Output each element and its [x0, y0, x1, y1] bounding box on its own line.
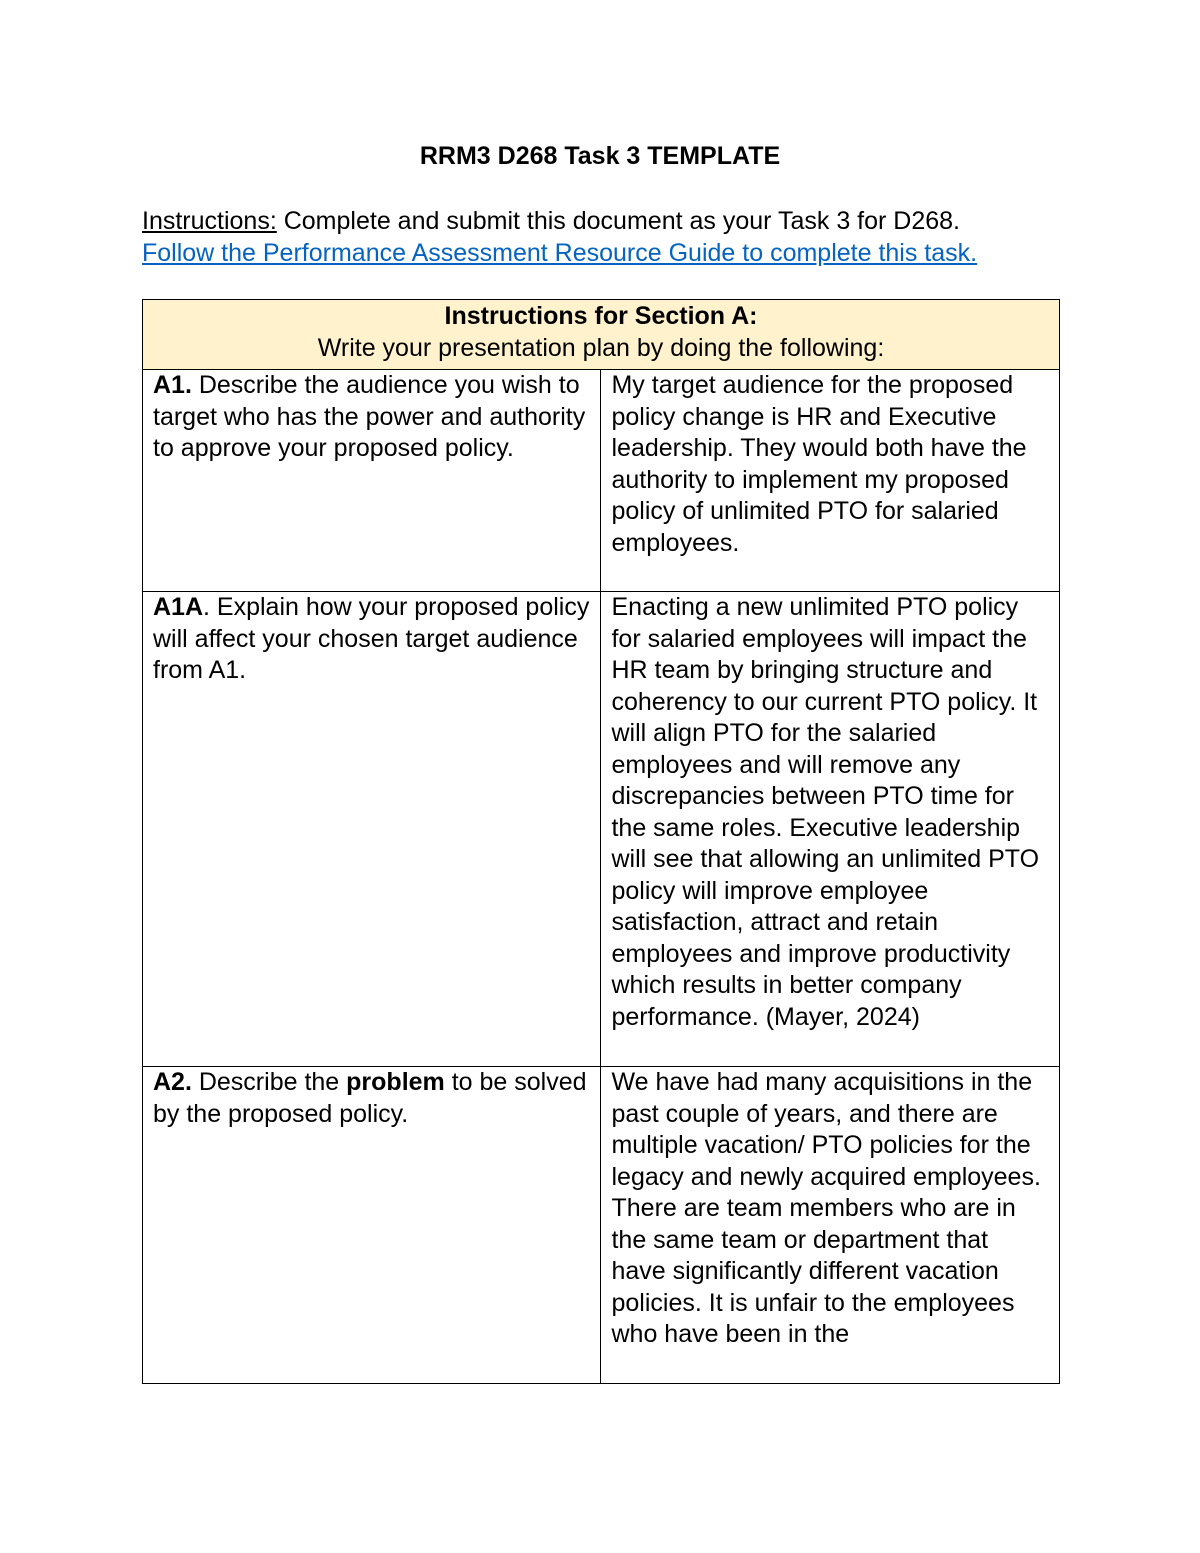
prompt-cell-a1a	[143, 592, 601, 1067]
table-header-cell	[143, 300, 1060, 370]
row-prompt: Describe the	[191, 1068, 347, 1096]
response-cell-a1a[interactable]: Enacting a new unlimited PTO policy for salaried employees will impact the HR team by bringing structure and coherency to our current PTO policy. It will align PTO for the salaried employees and will remove any discrepancies between PTO time for the same roles. Executive leadership will see that allowing an unlimited PTO policy will improve employee satisfaction, attract and retain employees and improve productivity which results in better company performance. (Mayer, 2024)	[601, 592, 1060, 1067]
table-header-row	[143, 300, 1060, 370]
table-row	[143, 592, 1060, 1067]
table-row	[143, 370, 1060, 592]
response-text-a2: We have had many acquisitions in the past couple of years, and there are multiple vacation/ PTO policies for the legacy and newly acquired employees. There are team members who are in the same team or department that have significantly different vacation policies. It is unfair to the employees who have been in the	[611, 1068, 1041, 1348]
instructions-text: Complete and submit this document as your Task 3 for D268.	[276, 207, 960, 235]
resource-guide-link[interactable]: Follow the Performance Assessment Resource Guide to complete this task.	[142, 239, 978, 267]
instructions-label: Instructions:	[142, 207, 277, 235]
row-tag: A1.	[153, 371, 192, 399]
row-prompt: Describe the audience you wish to target who has the power and authority to approve your proposed policy.	[153, 371, 586, 462]
prompt-cell-a1	[143, 370, 601, 592]
row-prompt: . Explain how your proposed policy will affect your chosen target audience from A1.	[153, 593, 590, 684]
response-cell-a2[interactable]	[601, 1067, 1060, 1384]
section-header-title: Instructions for Section A:	[444, 302, 758, 330]
row-prompt-end: to be solved by the proposed policy.	[153, 1068, 587, 1128]
document-title: RRM3 D268 Task 3 TEMPLATE	[419, 142, 781, 170]
section-a-table	[142, 299, 1060, 1384]
row-tag: A1A	[153, 593, 204, 621]
instructions-paragraph	[142, 205, 1042, 269]
prompt-cell-a2	[143, 1067, 601, 1384]
row-prompt-emphasis: problem	[346, 1068, 445, 1096]
table-row	[143, 1067, 1060, 1384]
row-tag: A2.	[153, 1068, 192, 1096]
section-header-subtitle: Write your presentation plan by doing the following:	[317, 333, 885, 362]
response-cell-a1[interactable]: My target audience for the proposed policy change is HR and Executive leadership. They would both have the authority to implement my proposed policy of unlimited PTO for salaried employees.	[601, 370, 1060, 592]
